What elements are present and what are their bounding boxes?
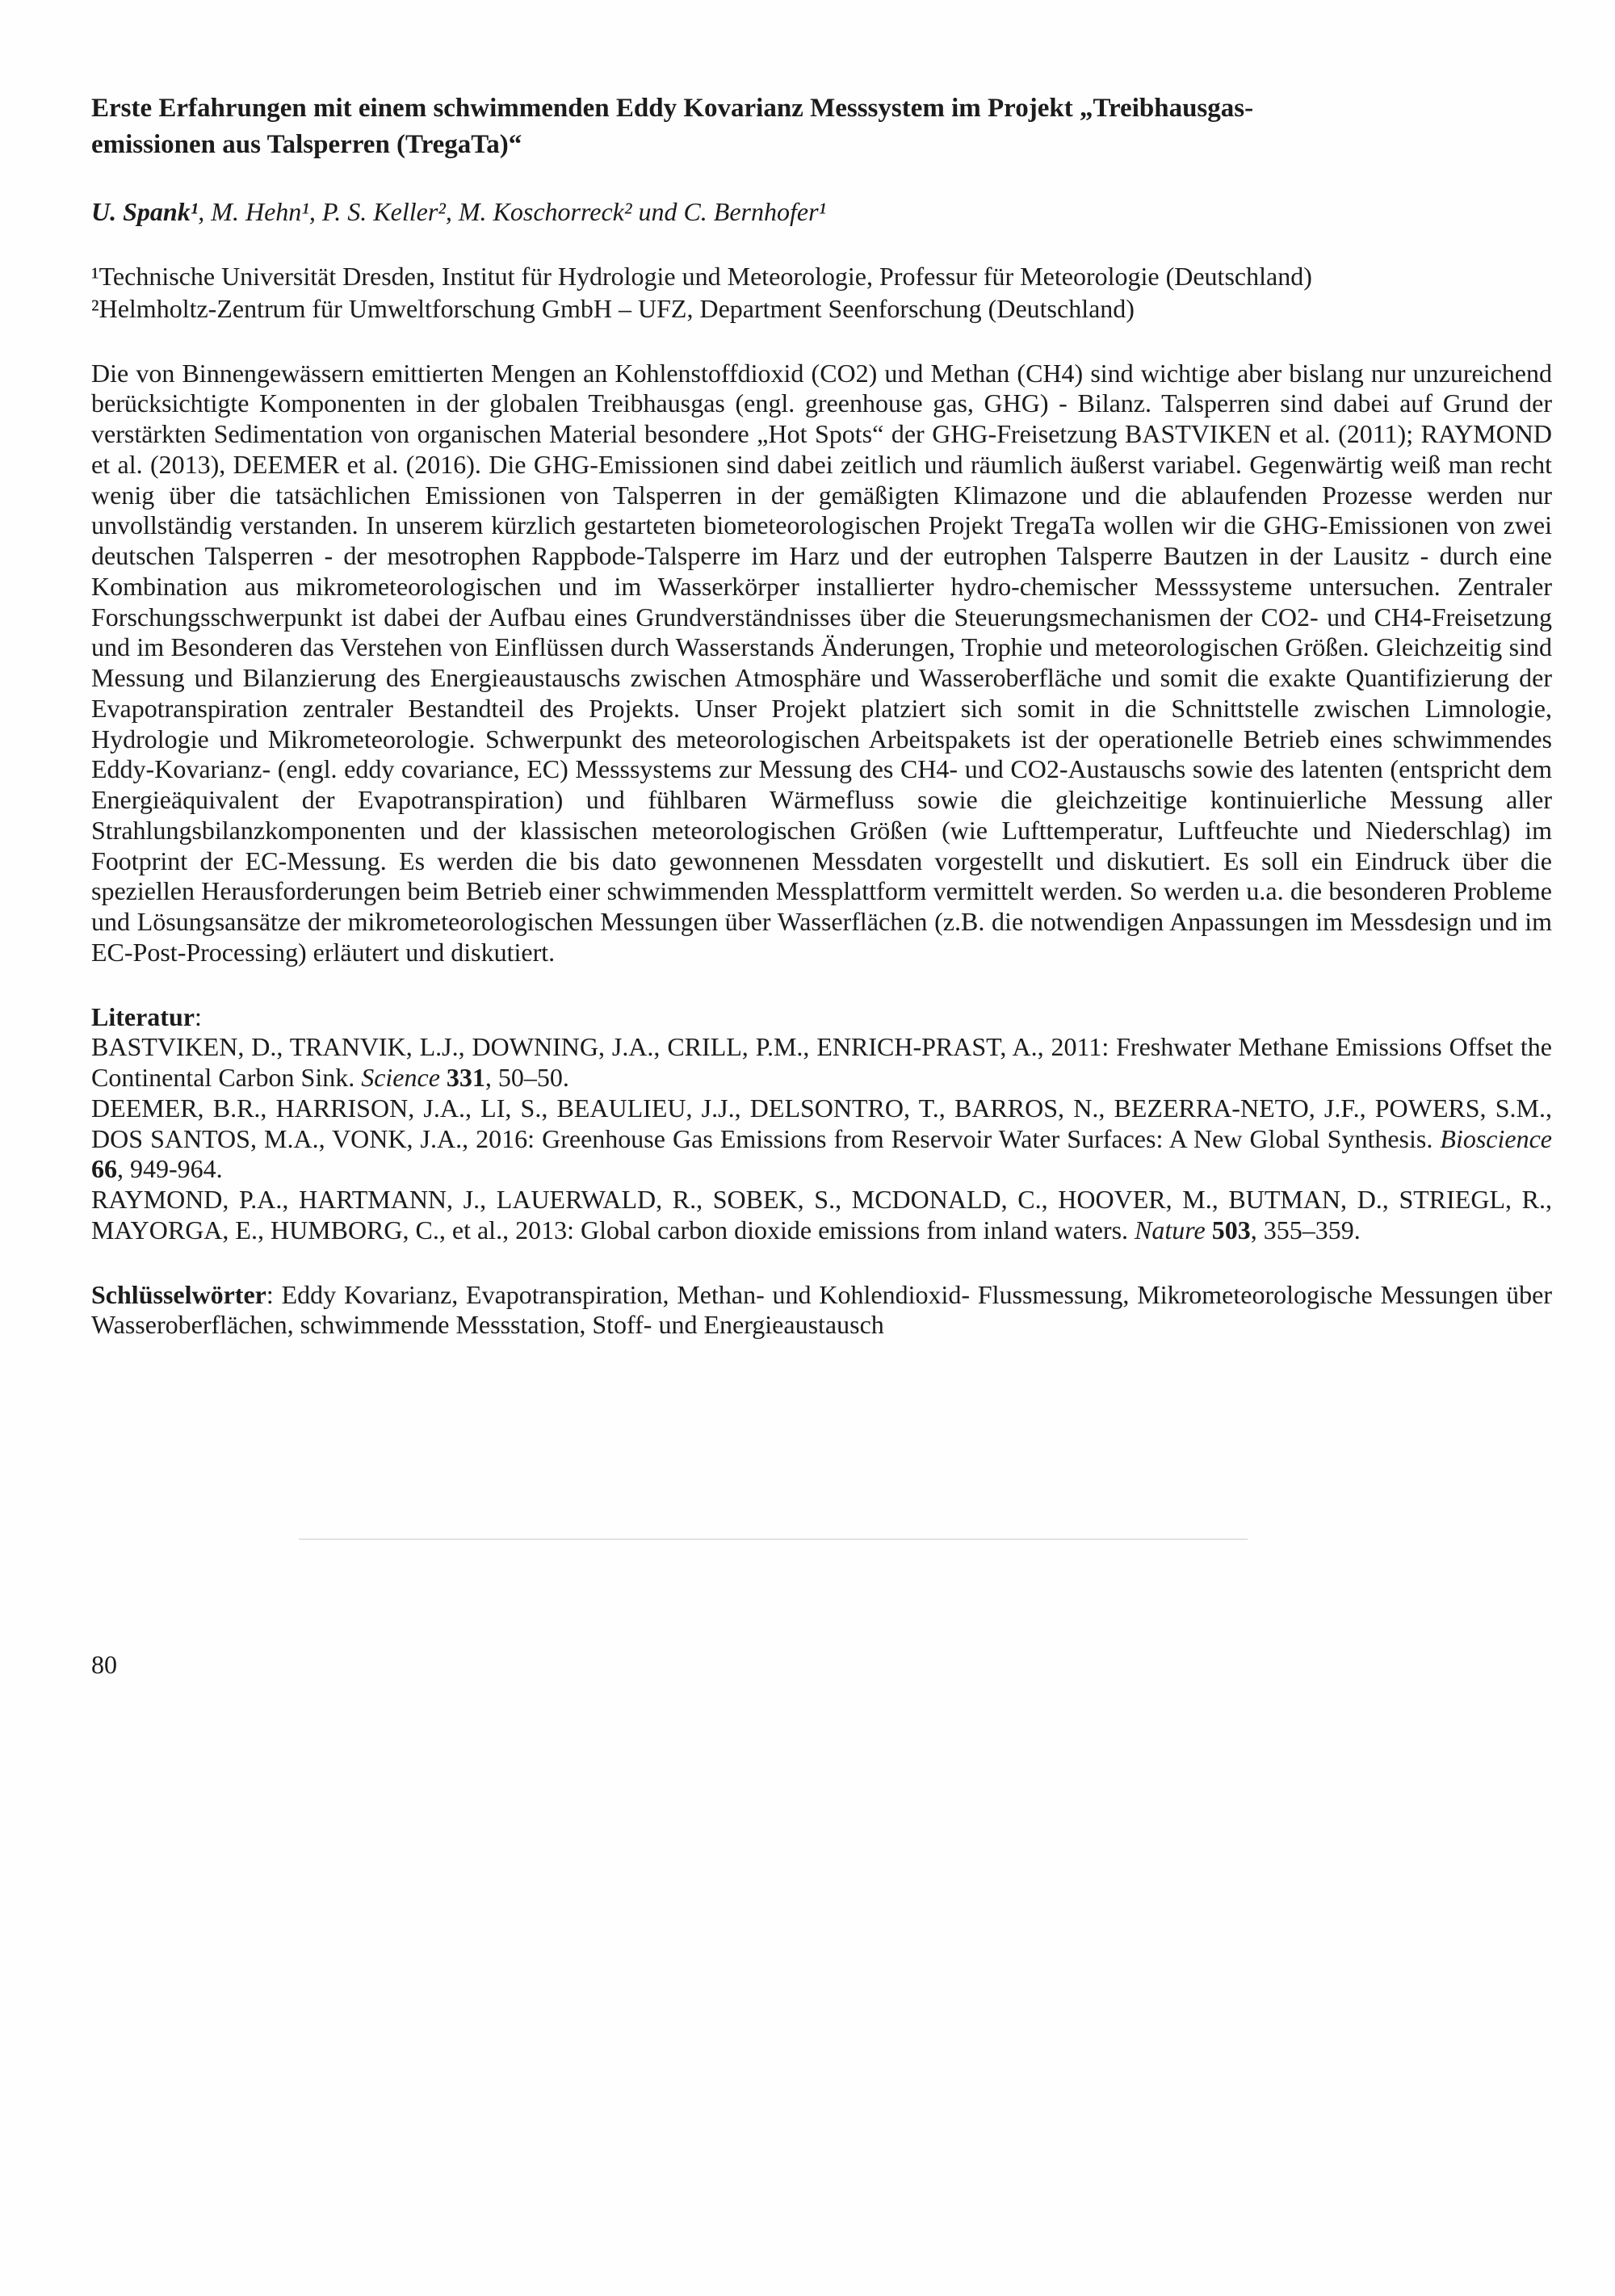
title-line-1: Erste Erfahrungen mit einem schwimmenden Eddy Kovarianz Messsystem im Projekt „Treibhausgas- (91, 94, 1254, 123)
ref-pages: , 355–359. (1250, 1215, 1361, 1245)
ref-pages: , 50–50. (484, 1063, 569, 1093)
keywords-label: Schlüsselwörter (91, 1279, 266, 1309)
keywords-paragraph (91, 1280, 1552, 1341)
scan-artifact-line (299, 1538, 1248, 1540)
ref-journal-name: Bioscience (1440, 1123, 1552, 1153)
abstract-paragraph: Die von Binnengewässern emittierten Mengen an Kohlenstoffdioxid (CO2) und Methan (CH4) sind wichtige aber bislang nur unzureichend berücksichtigte Komponenten in der globalen Treibhausgas (engl. greenhouse gas, GHG) - Bilanz. Talsperren sind dabei auf Grund der verstärkten Sedimentation von organischen Material besondere „Hot Spots“ der GHG-Freisetzung BASTVIKEN et al. (2011); RAYMOND et al. (2013), DEEMER et al. (2016). Die GHG-Emissionen sind dabei zeitlich und räumlich äußerst variabel. Gegenwärtig weiß man recht wenig über die tatsächlichen Emissionen von Talsperren in der gemäßigten Klimazone und die ablaufenden Prozesse werden nur unvollständig verstanden. In unserem kürzlich gestarteten biometeorologischen Projekt TregaTa wollen wir die GHG-Emissionen von zwei deutschen Talsperren - der mesotrophen Rappbode-Talsperre im Harz und der eutrophen Talsperre Bautzen in der Lausitz - durch eine Kombination aus mikrometeorologischen und im Wasserkörper installierter hydro-chemischer Messsysteme untersuchen. Zentraler Forschungsschwerpunkt ist dabei der Aufbau eines Grundverständnisses über die Steuerungsmechanismen der CO2- und CH4-Freisetzung und im Besonderen das Verstehen von Einflüssen durch Wasserstands Änderungen, Trophie und meteorologischen Größen. Gleichzeitig sind Messung und Bilanzierung des Energieaustauschs zwischen Atmosphäre und Wasseroberfläche und somit die exakte Quantifizierung der Evapotranspiration zentraler Bestandteil des Projekts. Unser Projekt platziert sich somit in die Schnittstelle zwischen Limnologie, Hydrologie und Mikrometeorologie. Schwerpunkt des meteorologischen Arbeitspakets ist der operationelle Betrieb eines schwimmendes Eddy-Kovarianz- (engl. eddy covariance, EC) Messsystems zur Messung des CH4- und CO2-Austauschs sowie des latenten (entspricht dem Energieäquivalent der Evapotranspiration) und fühlbaren Wärmefluss sowie die gleichzeitige kontinuierliche Messung aller Strahlungsbilanzkomponenten und der klassischen meteorologischen Größen (wie Lufttemperatur, Luftfeuchte und Niederschlag) im Footprint der EC-Messung. Es werden die bis dato gewonnenen Messdaten vorgestellt und diskutiert. Es soll ein Eindruck über die speziellen Herausforderungen beim Betrieb einer schwimmenden Messplattform vermittelt werden. So werden u.a. die besonderen Probleme und Lösungsansätze der mikrometeorologischen Messungen über Wasserflächen (z.B. die notwendigen Anpassungen im Messdesign und im EC-Post-Processing) erläutert und diskutiert. (91, 358, 1552, 967)
affiliation-1: ¹Technische Universität Dresden, Institut für Hydrologie und Meteorologie, Professur für Meteorologie (Deutschland) (91, 262, 1312, 292)
ref-volume: 503 (1205, 1215, 1251, 1245)
affiliations-block (91, 261, 1552, 324)
ref-journal-name: Science (361, 1063, 440, 1093)
literature-heading-line (91, 1002, 1552, 1033)
ref-authors-text: DEEMER, B.R., HARRISON, J.A., LI, S., BEAULIEU, J.J., DELSONTRO, T., BARROS, N., BEZERRA-NETO, J.F., POWERS, S.M., DOS SANTOS, M.A., VONK, J.A., 2016: Greenhouse Gas Emissions from Reservoir Water Surfaces: A New Global Synthesis. (91, 1093, 1552, 1153)
reference-item (91, 1093, 1552, 1185)
ref-volume: 66 (91, 1154, 117, 1184)
author-lead-name: U. Spank¹ (91, 197, 199, 227)
literature-heading-colon: : (194, 1001, 202, 1031)
title-line-2: emissionen aus Talsperren (TregaTa)“ (91, 129, 522, 159)
reference-item (91, 1185, 1552, 1246)
page-number: 80 (91, 1650, 117, 1679)
authors-rest: , M. Hehn¹, P. S. Keller², M. Koschorreck² und C. Bernhofer¹ (198, 197, 827, 227)
ref-volume: 331 (439, 1063, 485, 1093)
keywords-text: : Eddy Kovarianz, Evapotranspiration, Methan- und Kohlendioxid- Flussmessung, Mikrometeorologische Messungen über Wasseroberflächen, schwimmende Messstation, Stoff- und Energieaustausch (91, 1279, 1552, 1340)
authors-line (91, 196, 1552, 227)
ref-authors-text: RAYMOND, P.A., HARTMANN, J., LAUERWALD, R., SOBEK, S., MCDONALD, C., HOOVER, M., BUTMAN, D., STRIEGL, R., MAYORGA, E., HUMBORG, C., et al., 2013: Global carbon dioxide emissions from inland waters. (91, 1185, 1552, 1245)
ref-pages: , 949-964. (117, 1154, 223, 1184)
ref-authors-text: BASTVIKEN, D., TRANVIK, L.J., DOWNING, J.A., CRILL, P.M., ENRICH-PRAST, A., 2011: Freshwater Methane Emissions Offset the Continental Carbon Sink. (91, 1032, 1552, 1093)
literature-section (91, 1002, 1552, 1246)
ref-journal-name: Nature (1135, 1215, 1206, 1245)
page-content (91, 90, 1552, 1341)
literature-heading-label: Literatur (91, 1001, 195, 1031)
page-title (91, 90, 1552, 162)
affiliation-2: ²Helmholtz-Zentrum für Umweltforschung GmbH – UFZ, Department Seenforschung (Deutschland) (91, 293, 1135, 323)
reference-item (91, 1032, 1552, 1093)
